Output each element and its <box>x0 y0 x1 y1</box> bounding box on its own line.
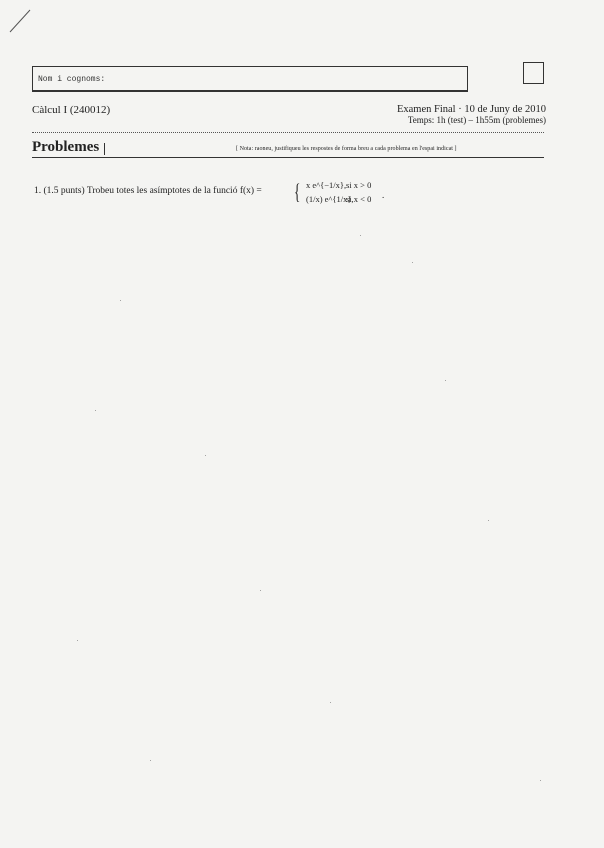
course-title: Càlcul I (240012) <box>32 104 111 116</box>
exam-title: Examen Final · 10 de Juny de 2010 <box>396 104 546 115</box>
grade-box <box>523 62 544 84</box>
problem-statement: 1. (1.5 punts) Trobeu totes les asímptotes de la funció f(x) = <box>34 186 262 196</box>
problem-end-period: . <box>382 190 385 200</box>
piecewise-brace: { <box>294 179 301 204</box>
name-field-label: Nom i cognoms: <box>38 75 106 84</box>
section-title-bar <box>104 143 105 155</box>
name-field-box[interactable] <box>32 66 468 92</box>
piecewise-branch-1: x e^{−1/x}, <box>306 180 347 190</box>
exam-time: Temps: 1h (test) – 1h55m (problemes) <box>407 115 546 125</box>
section-divider <box>32 157 544 158</box>
section-note: [ Nota: raoneu, justifiqueu les respostes de forma breu a cada problema en l'espai indicat ] <box>236 146 457 152</box>
corner-pen-mark <box>6 6 36 36</box>
dotted-divider <box>32 132 544 133</box>
piecewise-condition-2: si x < 0 <box>346 194 372 204</box>
section-title: Problemes <box>32 139 100 155</box>
piecewise-condition-1: si x > 0 <box>346 180 372 190</box>
piecewise-branch-2: (1/x) e^{1/x}, <box>306 194 354 204</box>
